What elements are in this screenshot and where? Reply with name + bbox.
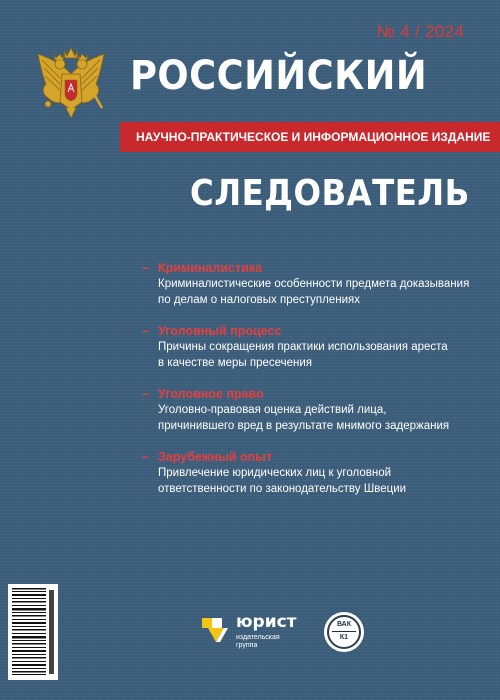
article-line: Уголовно-правовая оценка действий лица,: [158, 404, 387, 416]
section-criminalistics: [142, 260, 482, 308]
vak-k1-badge: [324, 612, 364, 652]
subtitle-text: НАУЧНО-ПРАКТИЧЕСКОЕ И ИНФОРМАЦИОННОЕ ИЗДАНИЕ: [136, 130, 491, 144]
publisher-subtitle-line: группа: [236, 642, 258, 649]
section-dash: –: [142, 324, 149, 338]
section-heading: [142, 449, 482, 465]
section-heading-text: Уголовный процесс: [158, 324, 282, 338]
section-criminal-procedure: [142, 323, 482, 371]
article-line: Привлечение юридических лиц к уголовной: [158, 467, 392, 479]
section-dash: –: [142, 387, 149, 401]
section-heading: [142, 386, 482, 402]
issue-number: № 4 / 2024: [376, 22, 464, 41]
section-article-title: [142, 276, 482, 308]
article-line: по делам о налоговых преступлениях: [158, 294, 360, 306]
section-article-title: [142, 339, 482, 371]
subtitle-banner: [120, 122, 500, 152]
article-line: ответственности по законодательству Швеции: [158, 483, 407, 495]
section-foreign-experience: [142, 449, 482, 497]
section-article-title: [142, 465, 482, 497]
publisher-subtitle: [236, 634, 280, 650]
section-heading: [142, 323, 482, 339]
barcode-icon: [8, 584, 58, 680]
section-heading-text: Криминалистика: [158, 261, 262, 275]
section-heading: [142, 260, 482, 276]
section-heading-text: Уголовное право: [158, 387, 264, 401]
journal-title-bottom: СЛЕДОВАТЕЛЬ: [190, 173, 470, 214]
vak-label: ВАК: [336, 621, 352, 628]
article-line: Причины сокращения практики использования ареста: [158, 341, 448, 353]
section-criminal-law: [142, 386, 482, 434]
article-line: причинившего вред в результате мнимого задержания: [158, 420, 450, 432]
section-article-title: [142, 402, 482, 434]
article-line: в качестве меры пресечения: [158, 357, 313, 369]
section-dash: –: [142, 450, 149, 464]
contents-list: [142, 260, 482, 512]
publisher-subtitle-line: издательская: [236, 634, 280, 641]
publisher-mark-icon: [202, 614, 232, 644]
section-dash: –: [142, 261, 149, 275]
vak-divider: [332, 631, 356, 632]
section-heading-text: Зарубежный опыт: [158, 450, 272, 464]
journal-title-top: РОССИЙСКИЙ: [130, 53, 428, 99]
article-line: Криминалистические особенности предмета доказывания: [158, 278, 470, 290]
vak-category: К1: [339, 634, 349, 641]
double-headed-eagle-emblem-icon: [30, 44, 112, 126]
publisher-name: юрист: [236, 612, 297, 632]
